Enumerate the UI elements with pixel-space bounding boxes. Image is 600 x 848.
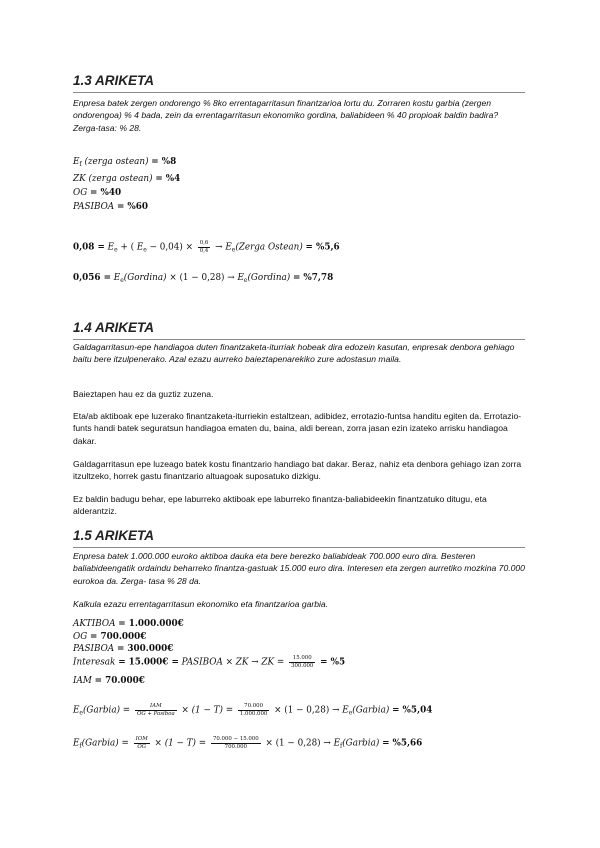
fraction: $\frac{70.000 - 15.000}{700.000}$	[212, 736, 259, 750]
fraction: $\frac{70.000}{1.000.000}$	[239, 703, 268, 717]
ex15-statement: Enpresa batek 1.000.000 euroko aktiboa dauka eta bere berezko baliabideak 700.000 euro dira. Besteren baliabideengatik ordaindu beharreko finantza-gastuak 15.000 euro dira. Interesen eta zergen aurretiko mozkina 70.000 eurokoa da. Zerga- tasa % 28 da.	[73, 551, 525, 586]
ex13-ef-line: $E_f$ (zerga ostean) = %8	[73, 157, 177, 168]
ex13-equation-1: $0,08 = E_e$ + ( $E_e - 0,04$) × $\frac{0,6}{0,4}$ → $E_e(Zerga$ Ostean) = %5,6	[73, 240, 340, 254]
ex15-ef-equation: $E_f(Garbia)$ = $\frac{\text{IOM}}{OG}$ × (1 − T) = $\frac{70.000 - 15.000}{700.000}$ × $(1 - 0,28) \to E_f(Garbia) = \%5,66$	[73, 736, 423, 750]
ex15-title: 1.5 ARIKETA	[73, 528, 525, 548]
ex15-pasiboa-line: PASIBOA = 300.000€	[73, 644, 174, 654]
fraction: $\frac{15.000}{300.000}$	[291, 655, 314, 669]
fraction: $\frac{\text{IOM}}{OG}$	[135, 736, 148, 750]
ex15-interesak-line: Interesak = 15.000€ = PASIBOA × ZK → ZK = $\frac{15.000}{300.000}$ = %5	[73, 655, 346, 669]
ex14-answer-4: Ez baldin badugu behar, epe laburreko aktiboak epe laburreko finantza-baliabideekin finantzatuko ditugu, eta alderantziz.	[73, 494, 487, 517]
ex14-statement: Galdagarritasun-epe handiagoa duten finantzaketa-iturriak hobeak dira edozein kasutan, enpresak denbora gehiago baitu bere itzulpenerako. Azal ezazu aurreko baieztapenarekiko zure adostasun maila.	[73, 342, 515, 365]
ex13-title: 1.3 ARIKETA	[73, 73, 525, 93]
fraction: $\frac{0,6}{0,4}$	[199, 240, 209, 254]
ex15-ee-equation: $E_e(Garbia)$ = $\frac{\text{IAM}}{\text{OG + Pasiboa}}$ × (1 − T) = $\frac{70.000}{1.000.000}$ × $(1 - 0,28) \to E_e(Garbia) = \%5,04$	[73, 703, 433, 717]
ex13-zk-line: ZK (zerga ostean) = %4	[73, 174, 181, 184]
ex13-equation-2: $0,056 = E_e(Gordina) \times (1 - 0,28)$ → $E_e(Gordina) = \%7,78$	[73, 273, 334, 284]
ex15-question: Kalkula ezazu errentagarritasun ekonomiko eta finantzarioa garbia.	[73, 599, 329, 609]
ex14-answer-1: Baieztapen hau ez da guztiz zuzena.	[73, 389, 214, 399]
fraction: $\frac{\text{IAM}}{\text{OG + Pasiboa}}$	[136, 703, 175, 717]
ex15-og-line: OG = 700.000€	[73, 632, 147, 642]
ex13-pasiboa-line: PASIBOA = %60	[73, 202, 149, 212]
ex14-answer-2: Eta/ab aktiboak epe luzerako finantzaketa-iturriekin estaltzean, adibidez, errotazio-funtsa handitu egiten da. Errotazio-funts handi batek seguratsun handiagoa ematen du, baina, aldi berean, zorra jasan ezin izateko arrisku handiagoa dakar.	[73, 411, 522, 446]
ex15-iam-line: IAM = 70.000€	[73, 676, 145, 686]
ex14-answer-3: Galdagarritasun epe luzeago batek kostu finantzario handiago bat dakar. Beraz, nahiz eta denbora gehiago izan zorra itzultzeko, horrek gastu finantzario altuagoak suposatuko dizkigu.	[73, 459, 522, 482]
ex13-og-line: OG = %40	[73, 188, 122, 198]
ex14-title: 1.4 ARIKETA	[73, 320, 525, 340]
ex15-aktiboa-line: AKTIBOA = 1.000.000€	[73, 619, 184, 629]
ex13-statement: Enpresa batek zergen ondorengo % 8ko errentagarritasun finantzarioa lortu du. Zorraren kostu garbia (zergen ondorengoa) % 4 bada, zein da errentagarritasun ekonomiko gordina, baliabideen % 40 propioak baldin badira? Zerga-tasa: % 28.	[73, 98, 499, 133]
